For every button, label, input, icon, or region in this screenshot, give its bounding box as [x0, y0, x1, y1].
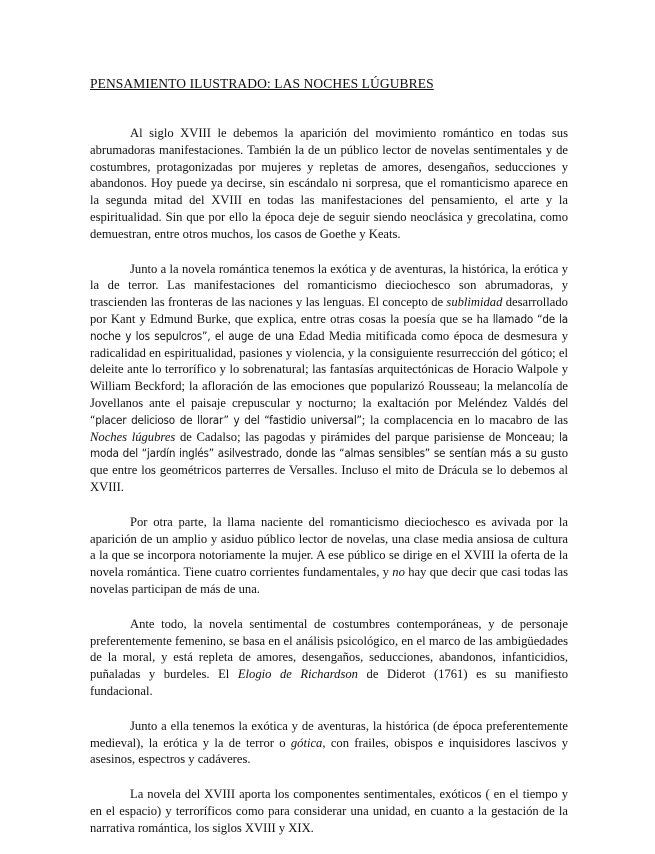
- text-run-alt-font: llamado “de la noche y los sepulcros”, el auge de una: [90, 311, 568, 343]
- document-body: [90, 125, 568, 854]
- page-title: PENSAMIENTO ILUSTRADO: LAS NOCHES LÚGUBRES: [90, 76, 434, 91]
- italic-word: gótica: [290, 735, 323, 750]
- text-run-alt-font: Monceau; la moda del “jardín inglés” asilvestrado, donde las “almas sensibles” se sentían más a su: [90, 429, 568, 461]
- paragraph-1: Al siglo XVIII le debemos la aparición del movimiento romántico en todas sus abrumadoras manifestaciones. También la de un público lector de novelas sentimentales y de costumbres, protagonizadas por mujeres y repletas de amores, desengaños, seducciones y abandonos. Hoy puede ya decirse, sin escándalo ni sorpresa, que el romanticismo aparece en la segunda mitad del XVIII en todas las manifestaciones del pensamiento, el arte y la espiritualidad. Sin que por ello la época deje de seguir siendo neoclásica y grecolatina, como demuestran, entre otros muchos, los casos de Goethe y Keats.: [90, 126, 568, 241]
- italic-title: Noches lúgubres: [90, 429, 176, 444]
- italic-term: sublimidad: [446, 295, 503, 310]
- text-run: , con frailes, obispos e inquisidores lascivos y asesinos, espectros y cadáveres.: [90, 735, 568, 767]
- text-run: Por otra parte, la llama naciente del romanticismo dieciochesco es avivada por la aparición de un amplio y asiduo público lector de novelas, una clase media ansiosa de cultura a la que se incorpora notoriamente la mujer. A ese público se dirige en el XVIII la oferta de la novela romántica. Tiene cuatro corrientes fundamentales, y: [90, 514, 568, 580]
- text-run: desarrollado por Kant y Edmund Burke, que explica, entre otras cosas la poesía que se ha: [90, 295, 568, 326]
- paragraph-3: [90, 514, 568, 598]
- text-run: de Diderot (1761) es su manifiesto fundacional.: [90, 667, 568, 698]
- text-run: ; la complacencia en lo macabro de las: [361, 412, 569, 427]
- text-run: Ante todo, la novela sentimental de costumbres contemporáneas, y de personaje preferentemente femenino, se basa en el análisis psicológico, en el marco de las ambigüedades de la moral, y está repleta de amores, desengaños, seducciones, abandonos, infanticidios, puñaladas y burdeles. El: [90, 616, 568, 682]
- text-run: Junto a ella tenemos la exótica y de aventuras, la histórica (de época preferentemente medieval), la erótica y la de terror o: [90, 718, 568, 750]
- text-run: de Cadalso; las pagodas y pirámides del parque parisiense de: [175, 429, 506, 444]
- text-run: gusto que entre los geométricos parterres de Versalles. Incluso el mito de Drácula se lo debemos al XVIII.: [90, 446, 568, 494]
- text-run: Edad Media mitificada como época de desmesura y radicalidad en espiritualidad, pasiones y violencia, y la consiguiente resurrección del gótico; el deleite ante lo terrorífico y lo sobrenatural; las fantasías arquitectónicas de Horacio Walpole y William Beckford; la afloración de las emociones que popularizó Rousseau; la melancolía de Jovellanos ante el paisaje crepuscular y nocturno; la exaltación por Meléndez Valdés: [90, 328, 568, 410]
- paragraph-4: [90, 616, 568, 700]
- paragraph-6: La novela del XVIII aporta los componentes sentimentales, exóticos ( en el tiempo y en el espacio) y terroríficos como para considerar una unidad, en cuanto a la gestación de la narrativa romántica, los siglos XVIII y XIX.: [90, 787, 568, 835]
- text-run: Junto a la novela romántica tenemos la exótica y de aventuras, la histórica, la erótica y la de terror. Las manifestaciones del romanticismo dieciochesco son abrumadoras, y trascienden las fronteras de las naciones y las lenguas. El concepto de: [90, 261, 568, 310]
- paragraph-5: [90, 718, 568, 768]
- italic-word: no: [392, 565, 405, 580]
- paragraph-2: [90, 261, 568, 496]
- text-run: hay que decir que casi todas las novelas participan de más de una.: [90, 565, 568, 596]
- italic-title: Elogio de Richardson: [237, 667, 358, 682]
- text-run-alt-font: del “placer delicioso de llorar” y del “fastidio universal”: [90, 395, 568, 427]
